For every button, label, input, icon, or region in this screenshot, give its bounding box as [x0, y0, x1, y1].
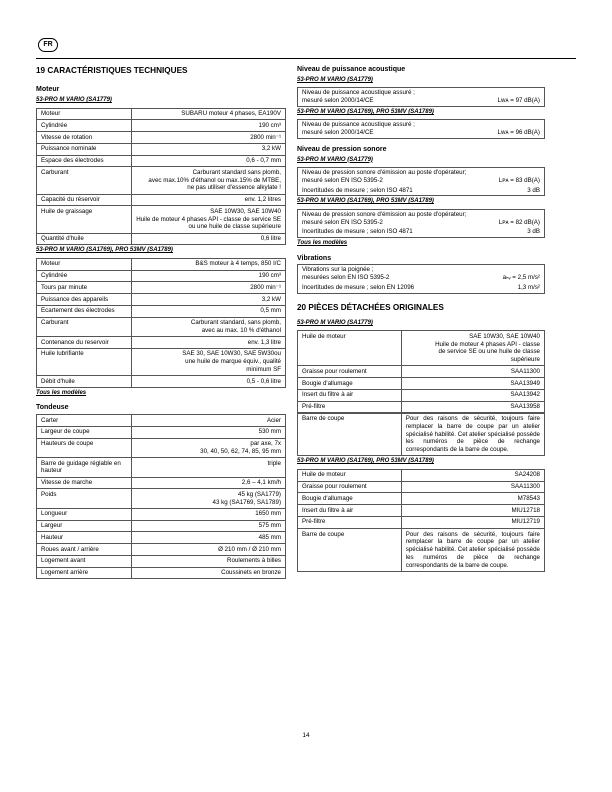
row-value: SAA11300 — [401, 481, 544, 493]
pressure-text-1: Niveau de pression sonore d'émission au poste d'opérateur; mesuré selon EN ISO 5395-2 — [302, 169, 467, 184]
pressure-table-2 — [297, 209, 545, 238]
table-row — [37, 555, 286, 567]
table-row — [298, 469, 545, 481]
row-value: MIU12719 — [401, 516, 544, 528]
row-value: 0,6 - 0,7 mm — [131, 155, 285, 167]
pressure-uncertainty-2: Incertitudes de mesure ; selon ISO 4871 — [302, 228, 413, 236]
row-label: Logement avant — [37, 555, 132, 567]
row-label: Graisse pour roulement — [298, 481, 402, 493]
row-value: 3,2 kW — [131, 143, 285, 155]
row-label: Hauteur — [37, 532, 132, 544]
row-value: Carburant standard sans plomb, avec max.10% d'éthanol ou max.15% de MTBE, ne pas utiliser d'essence alkylate ! — [131, 167, 285, 194]
row-label: Insert du filtre à air — [298, 505, 402, 517]
row-label: Puissance nominale — [37, 143, 132, 155]
row-label: Pré-filtre — [298, 401, 402, 413]
table-row — [298, 516, 545, 528]
table-row — [37, 438, 286, 458]
table-row — [37, 376, 286, 388]
row-label: Huile lubrifiante — [37, 348, 132, 375]
table-row — [37, 194, 286, 206]
pressure-uncertainty-value-1: 3 dB — [527, 186, 540, 194]
row-value: SAA13949 — [401, 378, 544, 390]
row-value: Ø 210 mm / Ø 210 mm — [131, 544, 285, 556]
pressure-value-1: Lᴘᴀ = 83 dB(A) — [498, 176, 540, 184]
table-row — [37, 233, 286, 245]
section-title-specs: 19 CARACTÉRISTIQUES TECHNIQUES — [36, 66, 188, 75]
row-label: Bougie d'allumage — [298, 493, 402, 505]
row-label: Longueur — [37, 508, 132, 520]
left-column — [36, 66, 286, 581]
row-label: Largeur de coupe — [37, 426, 132, 438]
row-label: Cylindrée — [37, 270, 132, 282]
row-label: Huile de moteur — [298, 469, 402, 481]
table-row — [37, 305, 286, 317]
row-value: par axe, 7x 30, 40, 50, 62, 74, 85, 95 mm — [131, 438, 285, 458]
row-label: Vitesse de marche — [37, 477, 132, 489]
pressure-heading: Niveau de pression sonore — [297, 145, 387, 153]
table-row — [37, 567, 286, 579]
row-label: Débit d'huile — [37, 376, 132, 388]
mower-heading: Tondeuse — [36, 404, 69, 412]
table-row — [37, 120, 286, 132]
row-value: MIU12718 — [401, 505, 544, 517]
vibration-value: aₕᵥ = 2,5 m/s² — [502, 274, 540, 281]
engine-heading: Moteur — [36, 86, 60, 94]
table-row — [37, 348, 286, 375]
row-value: 45 kg (SA1779) 43 kg (SA1769, SA1789) — [131, 489, 285, 509]
row-label: Moteur — [37, 258, 132, 270]
table-row — [37, 206, 286, 233]
table-row — [37, 508, 286, 520]
table-row — [298, 493, 545, 505]
parts-table-1-blade — [297, 413, 545, 457]
table-row — [37, 167, 286, 194]
row-label: Hauteurs de coupe — [37, 438, 132, 458]
row-value: 2800 min⁻¹ — [131, 282, 285, 294]
row-label: Logement arrière — [37, 567, 132, 579]
table-row — [37, 108, 286, 120]
row-value: Coussinets en bronze — [131, 567, 285, 579]
row-label: Bougie d'allumage — [298, 378, 402, 390]
acoustic-table-2 — [297, 119, 545, 139]
row-value: 0,5 - 0,6 litre — [131, 376, 285, 388]
row-label: Carter — [37, 415, 132, 427]
table-row — [37, 415, 286, 427]
pressure-text-2: Niveau de pression sonore d'émission au poste d'opérateur; mesuré selon EN ISO 5395-2 — [302, 210, 467, 226]
table-row — [298, 366, 545, 378]
right-column — [297, 66, 545, 574]
table-row — [298, 331, 545, 366]
all-models-label: Tous les modèles — [36, 389, 87, 396]
row-label: Poids — [37, 489, 132, 509]
row-label: Largeur — [37, 520, 132, 532]
vibration-text: Vibrations sur la poignée ; mesurées selon EN ISO 5395-2 — [302, 266, 390, 281]
row-value: 0,5 mm — [131, 305, 285, 317]
pressure-value-2: Lᴘᴀ = 82 dB(A) — [498, 218, 540, 226]
model-label-sa1769-sa1789: 53-PRO M VARIO (SA1769), PRO 53MV (SA1789) — [36, 247, 173, 254]
row-value: Acier — [131, 415, 285, 427]
acoustic-text-1: Niveau de puissance acoustique assuré ; mesuré selon 2000/14/CE — [302, 89, 415, 104]
row-value: 485 mm — [131, 532, 285, 544]
row-value: 190 cm³ — [131, 120, 285, 132]
row-value: SAE 10W30, SAE 10W40 Huile de moteur 4 phases API - classe de service SE ou une huile de classe supérieure — [401, 331, 544, 366]
row-value: SAE 30, SAE 10W30, SAE 5W30ou une huile de marque équiv., qualité minimum SF — [131, 348, 285, 375]
page-number: 14 — [302, 732, 310, 739]
row-value: SA24208 — [401, 469, 544, 481]
row-value: 530 mm — [131, 426, 285, 438]
row-value: SUBARU moteur 4 phases, EA190V — [131, 108, 285, 120]
acoustic-power-heading: Niveau de puissance acoustique — [297, 66, 406, 73]
table-row — [37, 489, 286, 509]
row-value: SAA13958 — [401, 401, 544, 413]
row-value: triple — [131, 458, 285, 478]
table-row — [298, 389, 545, 401]
engine-table-sa1769-sa1789 — [36, 258, 286, 388]
vibration-uncertainty: Incertitudes de mesure ; selon EN 12096 — [302, 283, 415, 291]
row-label: Barre de guidage réglable en hauteur — [37, 458, 132, 478]
row-value: 2800 min⁻¹ — [131, 132, 285, 144]
parts-model-label-1: 53-PRO M VARIO (SA1779) — [297, 319, 373, 326]
row-label: Puissance des appareils — [37, 294, 132, 306]
vibration-table — [297, 264, 545, 293]
row-label: Insert du filtre à air — [298, 389, 402, 401]
table-row — [37, 458, 286, 478]
parts-table-2 — [297, 469, 545, 529]
vibration-uncertainty-value: 1,3 m/s² — [517, 283, 540, 291]
table-row — [298, 505, 545, 517]
table-row — [37, 132, 286, 144]
model-label-sa1779: 53-PRO M VARIO (SA1779) — [36, 97, 112, 103]
table-row — [298, 481, 545, 493]
parts-blade-label-2: Barre de coupe — [298, 529, 402, 572]
row-label: Tours par minute — [37, 282, 132, 294]
acoustic-model-label-1: 53-PRO M VARIO (SA1779) — [297, 76, 373, 83]
table-row — [37, 317, 286, 337]
row-label: Capacité du réservoir — [37, 194, 132, 206]
row-value: Carburant standard, sans plomb, avec au max. 10 % d'éthanol — [131, 317, 285, 337]
table-row — [37, 258, 286, 270]
header-rule — [36, 58, 576, 59]
parts-blade-text-1: Pour des raisons de sécurité, toujours faire remplacer la barre de coupe par un atelier spécialisé habilité. Cet atelier spécialisé possède les numéros de pièce de rechange correspondants de la barre de coupe. — [401, 413, 544, 456]
parts-table-1 — [297, 330, 545, 413]
all-models-label-right: Tous les modèles — [297, 240, 348, 246]
mower-table — [36, 414, 286, 579]
row-value: 2,6 – 4,1 km/h — [131, 477, 285, 489]
row-value: SAA13942 — [401, 389, 544, 401]
pressure-uncertainty-value-2: 3 dB — [527, 228, 540, 236]
row-label: Pré-filtre — [298, 516, 402, 528]
table-row — [37, 143, 286, 155]
row-value: 3,2 kW — [131, 294, 285, 306]
acoustic-value-2: Lᴡᴀ = 96 dB(A) — [497, 129, 540, 136]
row-label: Carburant — [37, 317, 132, 337]
parts-blade-label-1: Barre de coupe — [298, 413, 402, 456]
pressure-table-1 — [297, 167, 545, 196]
parts-model-label-2: 53-PRO M VARIO (SA1769), PRO 53MV (SA1789) — [297, 458, 434, 465]
row-label: Huile de graissage — [37, 206, 132, 233]
table-row — [298, 401, 545, 413]
row-value: 0,6 litre — [131, 233, 285, 245]
row-value: 575 mm — [131, 520, 285, 532]
table-row — [37, 155, 286, 167]
engine-table-sa1779 — [36, 108, 286, 246]
parts-table-2-blade — [297, 528, 545, 572]
row-value: env. 1,2 litres — [131, 194, 285, 206]
row-value: env. 1,3 litre — [131, 337, 285, 349]
row-label: Cylindrée — [37, 120, 132, 132]
table-row — [298, 378, 545, 390]
row-value: 1650 mm — [131, 508, 285, 520]
row-value: 190 cm³ — [131, 270, 285, 282]
row-label: Contenance du reservoir — [37, 337, 132, 349]
vibration-heading: Vibrations — [297, 254, 332, 262]
row-label: Huile de moteur — [298, 331, 402, 366]
row-value: B&S moteur à 4 temps, 850 I/C — [131, 258, 285, 270]
section-title-parts: 20 PIÈCES DÉTACHÉES ORIGINALES — [297, 302, 444, 312]
row-label: Ecartement des électrodes — [37, 305, 132, 317]
language-badge: FR — [38, 38, 58, 52]
row-label: Espace des électrodes — [37, 155, 132, 167]
row-value: Roulements à billes — [131, 555, 285, 567]
table-row — [37, 294, 286, 306]
row-label: Graisse pour roulement — [298, 366, 402, 378]
acoustic-model-label-2: 53-PRO M VARIO (SA1769), PRO 53MV (SA1789) — [297, 108, 434, 115]
table-row — [37, 520, 286, 532]
row-value: SAE 10W30, SAE 10W40 Huile de moteur 4 phases API - classe de service SE ou une huile de classe supérieure — [131, 206, 285, 233]
pressure-model-label-2: 53-PRO M VARIO (SA1769), PRO 53MV (SA1789) — [297, 198, 434, 205]
table-row — [37, 282, 286, 294]
row-value: M78543 — [401, 493, 544, 505]
table-row — [37, 270, 286, 282]
table-row — [37, 337, 286, 349]
parts-blade-text-2: Pour des raisons de sécurité, toujours faire remplacer la barre de coupe par un atelier spécialisé habilité. Cet atelier spécialisé possède les numéros de pièce de rechange correspondants de la barre de coupe. — [401, 529, 544, 572]
table-row — [37, 544, 286, 556]
pressure-uncertainty-1: Incertitudes de mesure ; selon ISO 4871 — [302, 186, 413, 194]
table-row — [37, 532, 286, 544]
row-label: Carburant — [37, 167, 132, 194]
acoustic-table-1 — [297, 87, 545, 107]
row-label: Quantité d'huile — [37, 233, 132, 245]
pressure-model-label-1: 53-PRO M VARIO (SA1779) — [297, 156, 373, 163]
row-label: Vitesse de rotation — [37, 132, 132, 144]
table-row — [37, 426, 286, 438]
table-row — [37, 477, 286, 489]
row-value: SAA11300 — [401, 366, 544, 378]
acoustic-value-1: Lᴡᴀ = 97 dB(A) — [497, 97, 540, 104]
row-label: Moteur — [37, 108, 132, 120]
acoustic-text-2: Niveau de puissance acoustique assuré ; mesuré selon 2000/14/CE — [302, 121, 415, 136]
row-label: Roues avant / arrière — [37, 544, 132, 556]
